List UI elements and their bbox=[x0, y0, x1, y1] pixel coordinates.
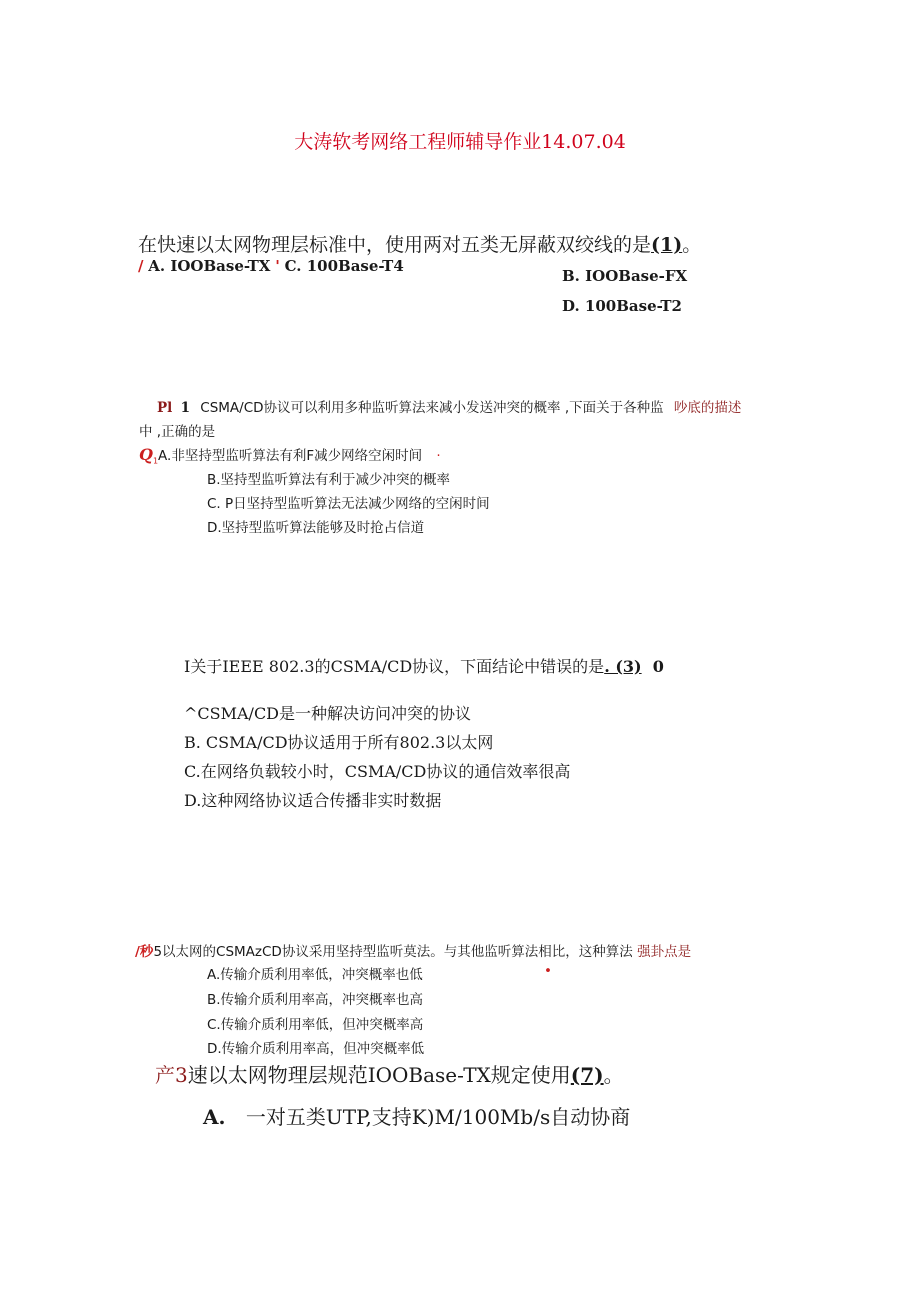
q5-stem-text: 速以太网物理层规范IOOBase-TX规定使用 bbox=[187, 1063, 571, 1087]
q5-option-a-row bbox=[203, 1101, 630, 1130]
q2-option-a: A.非坚持型监听算法有利F减少网络空闲时间 bbox=[158, 448, 423, 464]
q2-dot: · bbox=[436, 448, 441, 464]
q5-option-a: 一对五类UTP,支持K)M/100Mb/s自动协商 bbox=[245, 1105, 631, 1129]
q2-option-a-row bbox=[139, 444, 441, 466]
q4-dot: • bbox=[544, 963, 552, 979]
q4-option-b: B.传输介质利用率高，冲突概率也高 bbox=[207, 992, 424, 1008]
q2-option-b: B.坚持型监听算法有利于减少冲突的概率 bbox=[207, 472, 451, 488]
q1-option-b: B. IOOBase-FX bbox=[562, 267, 688, 285]
q1-option-c: C. 100Base-T4 bbox=[284, 257, 404, 275]
q2-mark-sub: 1 bbox=[152, 456, 159, 466]
q1-end: 。 bbox=[682, 234, 702, 256]
q5-end: 。 bbox=[603, 1063, 624, 1087]
q2-mark: Q bbox=[139, 445, 153, 464]
q3-option-b: B. CSMA/CD协议适用于所有802.3以太网 bbox=[184, 733, 494, 752]
q2-prefix: Pl bbox=[157, 400, 173, 416]
q3-blank: . (3) bbox=[604, 657, 642, 676]
q3-end: 0 bbox=[652, 657, 664, 676]
q2-number: 1 bbox=[180, 400, 190, 416]
q4-stem bbox=[135, 940, 691, 960]
q4-stem-text: 5以太网的CSMAzCD协议采用坚持型监听莫法。与其他监听算法相比，这种算法 bbox=[153, 944, 633, 960]
q2-line1 bbox=[157, 396, 741, 416]
q2-stem-red: 吵底的描述 bbox=[673, 400, 742, 416]
q4-option-a: A.传输介质利用率低，冲突概率也低 bbox=[207, 967, 423, 983]
q1-separator: ' bbox=[275, 257, 280, 275]
q1-blank: (1) bbox=[651, 234, 683, 256]
q1-option-d: D. 100Base-T2 bbox=[562, 297, 682, 315]
q3-option-c: C.在网络负载较小时，CSMA/CD协议的通信效率很高 bbox=[184, 762, 571, 781]
q4-option-d: D.传输介质利用率高，但冲突概率低 bbox=[207, 1041, 425, 1057]
q1-options-row bbox=[138, 257, 404, 275]
q5-blank: (7) bbox=[570, 1063, 604, 1087]
q5-option-a-label: A. bbox=[203, 1105, 226, 1129]
q2-option-c: C. P日坚持型监听算法无法减少网络的空闲时间 bbox=[207, 496, 490, 512]
q2-line2: 中 ,正确的是 bbox=[139, 424, 216, 440]
q4-stem-red: 强卦点是 bbox=[637, 944, 692, 960]
q1-mark: / bbox=[138, 257, 144, 275]
q1-option-a: A. IOOBase-TX bbox=[148, 257, 271, 275]
q2-option-d: D.坚持型监听算法能够及时抢占信道 bbox=[207, 520, 425, 536]
q1-stem bbox=[138, 230, 701, 257]
q3-option-d: D.这种网络协议适合传播非实时数据 bbox=[184, 791, 442, 810]
q5-mark: 产3 bbox=[155, 1063, 188, 1087]
q3-stem bbox=[184, 654, 664, 677]
q2-stem-text: CSMA/CD协议可以利用多种监听算法来减小发送冲突的概率 ,下面关于各种监 bbox=[200, 400, 664, 416]
q3-option-a: ^CSMA/CD是一种解决访问冲突的协议 bbox=[184, 704, 472, 723]
q4-option-c: C.传输介质利用率低，但冲突概率高 bbox=[207, 1017, 424, 1033]
q4-mark: /秒 bbox=[135, 944, 154, 960]
page-title: 大涛软考网络工程师辅导作业14.07.04 bbox=[294, 131, 626, 153]
q3-stem-text: I关于IEEE 802.3的CSMA/CD协议，下面结论中错误的是 bbox=[184, 657, 605, 676]
q1-stem-text: 在快速以太网物理层标准中，使用两对五类无屏蔽双绞线的是 bbox=[138, 234, 652, 256]
q5-stem bbox=[155, 1059, 624, 1088]
